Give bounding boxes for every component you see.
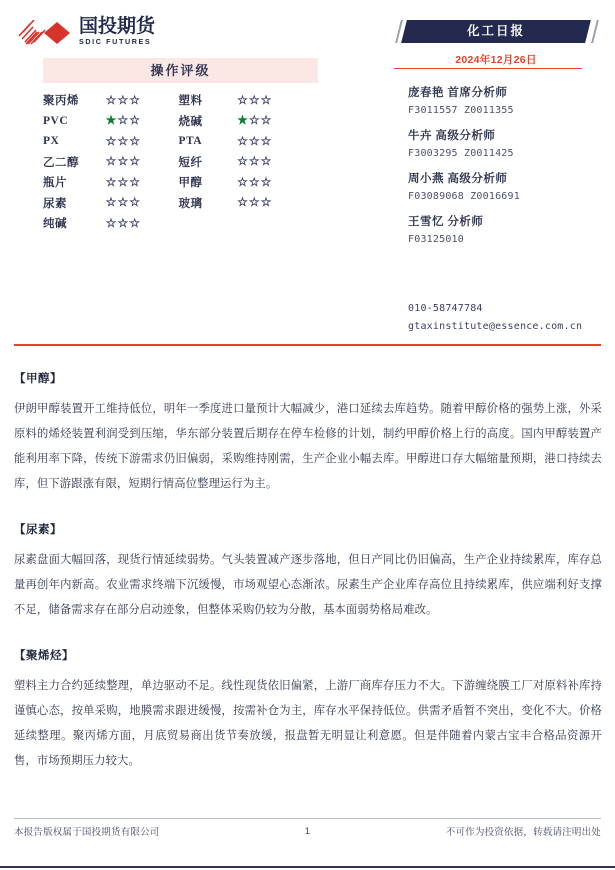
star-rating <box>106 216 141 230</box>
analyst-license-code: F3011557 Z0011355 <box>408 105 514 116</box>
ratings-row <box>43 213 318 234</box>
section-title: 【尿素】 <box>14 524 62 536</box>
section-body: 塑料主力合约延续整理，单边驱动不足。线性现货依旧偏紧，上游厂商库存压力不大。下游缠绕膜工厂对原料补库持谨慎心态，按单采购，地膜需求跟进缓慢，按需补仓为主，库存水平保持低位。供需矛盾暂不突出，变化不大。价格延续整理。聚丙烯方面，月底贸易商出货节奏放缓，报盘暂无明显让利意愿。但是伴随着内蒙古宝丰合格品资源开售，市场预期压力较大。 <box>14 680 602 767</box>
star-rating <box>237 195 272 209</box>
commodity-rating <box>106 90 179 111</box>
company-logo <box>17 16 177 52</box>
commodity-rating <box>237 90 318 111</box>
commodity-rating <box>237 111 318 132</box>
commodity-rating <box>106 131 179 152</box>
star-empty-icon: ☆ <box>260 174 273 189</box>
report-section <box>14 521 602 623</box>
page-bottom-rule <box>0 866 615 868</box>
star-empty-icon: ☆ <box>237 195 249 210</box>
header-divider <box>14 344 601 346</box>
star-empty-icon: ☆ <box>105 92 118 107</box>
star-empty-icon: ☆ <box>129 174 141 189</box>
commodity-name: 玻璃 <box>178 197 203 210</box>
star-empty-icon: ☆ <box>129 215 141 230</box>
section-title: 【甲醇】 <box>14 373 62 385</box>
section-title: 【聚烯烃】 <box>14 650 74 662</box>
commodity-rating <box>237 131 318 152</box>
star-rating <box>237 154 272 168</box>
star-empty-icon: ☆ <box>117 92 130 107</box>
star-empty-icon: ☆ <box>129 154 141 169</box>
star-empty-icon: ☆ <box>248 133 261 148</box>
commodity-name: PVC <box>43 114 69 127</box>
star-empty-icon: ☆ <box>248 174 261 189</box>
commodity-name: PTA <box>178 135 203 148</box>
commodity-rating <box>106 152 179 173</box>
star-empty-icon: ☆ <box>237 92 249 107</box>
analyst-name: 周小燕 高级分析师 <box>408 173 508 185</box>
date-underline <box>394 68 582 69</box>
star-empty-icon: ☆ <box>237 174 249 189</box>
contact-phone: 010-58747784 <box>408 303 483 314</box>
ratings-panel <box>43 58 318 234</box>
star-empty-icon: ☆ <box>260 92 273 107</box>
star-rating <box>106 195 141 209</box>
footer-copyright: 本报告版权属于国投期货有限公司 <box>14 827 160 838</box>
star-empty-icon: ☆ <box>237 133 249 148</box>
commodity-name: 聚丙烯 <box>43 95 79 108</box>
star-rating <box>106 113 141 127</box>
ratings-table <box>43 90 318 234</box>
star-empty-icon: ☆ <box>117 133 130 148</box>
footer-disclaimer: 不可作为投资依据，转载请注明出处 <box>445 827 601 838</box>
commodity-name: 尿素 <box>43 197 67 210</box>
commodity-name: 乙二醇 <box>43 156 79 169</box>
analyst-name: 王雪忆 分析师 <box>408 216 484 228</box>
ratings-row <box>43 131 318 152</box>
star-empty-icon: ☆ <box>237 154 249 169</box>
logo-company-name-cn: 国投期货 <box>79 16 156 37</box>
commodity-name: 瓶片 <box>43 177 67 190</box>
ratings-row <box>43 193 318 214</box>
star-filled-icon: ★ <box>237 113 249 128</box>
star-rating <box>237 175 272 189</box>
commodity-rating <box>237 152 318 173</box>
star-empty-icon: ☆ <box>117 174 130 189</box>
star-empty-icon: ☆ <box>248 154 261 169</box>
star-empty-icon: ☆ <box>260 154 273 169</box>
commodity-rating <box>237 213 318 234</box>
star-empty-icon: ☆ <box>117 195 130 210</box>
commodity-rating <box>106 213 179 234</box>
ratings-row <box>43 152 318 173</box>
star-rating <box>106 134 141 148</box>
star-filled-icon: ★ <box>105 113 118 128</box>
star-rating <box>237 93 272 107</box>
commodity-name: PX <box>43 135 60 148</box>
analyst-name: 庞春艳 首席分析师 <box>408 87 508 99</box>
report-title: 化工日报 <box>466 24 525 38</box>
commodity-name <box>178 213 237 234</box>
report-header <box>0 0 615 345</box>
star-empty-icon: ☆ <box>260 195 273 210</box>
section-body: 尿素盘面大幅回落，现货行情延续弱势。气头装置减产逐步落地，但日产同比仍旧偏高，生产企业持续累库，库存总量再创年内新高。农业需求终端下沉缓慢，市场观望心态渐浓。尿素生产企业库存高位且持续累库，供应端利好支撑不足，储备需求存在部分启动迹象，但整体采购仍较为分散，基本面弱势格局难改。 <box>14 554 602 616</box>
commodity-rating <box>106 193 179 214</box>
report-section <box>14 370 602 497</box>
commodity-rating <box>237 172 318 193</box>
star-empty-icon: ☆ <box>129 195 141 210</box>
commodity-name: 塑料 <box>178 95 203 108</box>
star-empty-icon: ☆ <box>117 215 130 230</box>
analyst-license-code: F03089068 Z0016691 <box>408 191 520 202</box>
analyst-name: 牛卉 高级分析师 <box>408 130 496 142</box>
commodity-name: 纯碱 <box>43 218 67 231</box>
star-empty-icon: ☆ <box>129 113 141 128</box>
contact-email: gtaxinstitute@essence.com.cn <box>408 321 583 332</box>
star-empty-icon: ☆ <box>260 133 273 148</box>
ratings-row <box>43 111 318 132</box>
contact-block <box>408 300 613 336</box>
footer-divider <box>14 818 601 819</box>
star-empty-icon: ☆ <box>117 113 130 128</box>
star-empty-icon: ☆ <box>248 113 261 128</box>
star-rating <box>106 93 141 107</box>
banner-tick-right <box>591 20 598 43</box>
star-empty-icon: ☆ <box>105 133 118 148</box>
star-empty-icon: ☆ <box>105 215 118 230</box>
commodity-name: 甲醇 <box>178 177 203 190</box>
commodity-rating <box>106 111 179 132</box>
analyst-license-code: F03125010 <box>408 234 464 245</box>
star-rating <box>106 154 141 168</box>
star-empty-icon: ☆ <box>260 113 273 128</box>
star-empty-icon: ☆ <box>129 133 141 148</box>
star-empty-icon: ☆ <box>105 154 118 169</box>
star-empty-icon: ☆ <box>105 174 118 189</box>
commodity-rating <box>106 172 179 193</box>
section-body: 伊朗甲醇装置开工维持低位，明年一季度进口量预计大幅减少，港口延续去库趋势。随着甲醇价格的强势上涨，外采原料的烯烃装置利润受到压缩，华东部分装置后期存在停车检修的计划，制约甲醇价格上行的高度。国内甲醇装置产能利用率下降，传统下游需求仍旧偏弱，采购维持刚需，生产企业小幅去库。甲醇进口存大幅缩量预期，港口持续去库，但下游跟涨有限，短期行情高位整理运行为主。 <box>14 403 602 490</box>
report-date: 2024年12月26日 <box>455 54 537 66</box>
star-empty-icon: ☆ <box>117 154 130 169</box>
commodity-name: 短纤 <box>178 156 203 169</box>
commodity-name: 烧碱 <box>178 115 203 128</box>
star-rating <box>237 113 272 127</box>
star-rating <box>106 175 141 189</box>
ratings-title: 操作评级 <box>43 58 318 83</box>
analyst-list <box>408 86 608 258</box>
logo-company-name-en: SDIC FUTURES <box>79 37 152 46</box>
star-empty-icon: ☆ <box>248 92 261 107</box>
ratings-row <box>43 90 318 111</box>
analyst-license-code: F3003295 Z0011425 <box>408 148 514 159</box>
report-content <box>14 370 602 798</box>
commodity-rating <box>237 193 318 214</box>
footer-page-number: 1 <box>304 825 311 837</box>
star-empty-icon: ☆ <box>248 195 261 210</box>
star-empty-icon: ☆ <box>105 195 118 210</box>
star-rating <box>237 134 272 148</box>
star-empty-icon: ☆ <box>129 92 141 107</box>
sdic-logo-icon <box>17 20 75 46</box>
report-section <box>14 647 602 774</box>
ratings-row <box>43 172 318 193</box>
page-footer <box>14 824 601 838</box>
